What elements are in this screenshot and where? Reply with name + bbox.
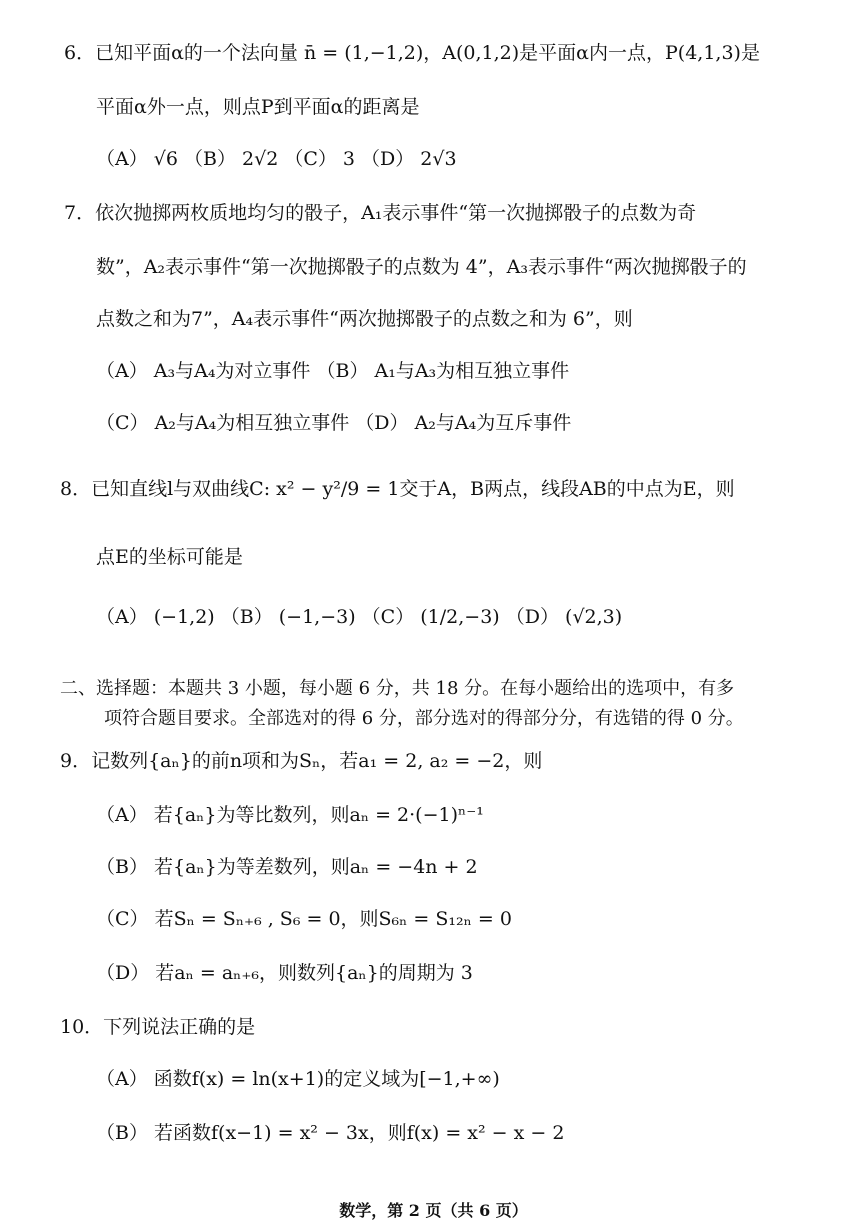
question-7-options-cd: （C） A₂与A₄为相互独立事件 （D） A₂与A₄为互斥事件	[96, 412, 572, 434]
question-7-line-2: 数”，A₂表示事件“第一次抛掷骰子的点数为 4”，A₃表示事件“两次抛掷骰子的	[96, 256, 747, 278]
section-2-header-line-1: 二、选择题：本题共 3 小题，每小题 6 分，共 18 分。在每小题给出的选项中，有多	[60, 678, 735, 699]
question-8-line-1: 8．已知直线l与双曲线C: x² − y²/9 = 1交于A，B两点，线段AB的中点为E，则	[60, 478, 735, 500]
question-6-line-2: 平面α外一点，则点P到平面α的距离是	[96, 96, 420, 118]
question-9-stem: 9．记数列{aₙ}的前n项和为Sₙ，若a₁ = 2, a₂ = −2，则	[60, 750, 543, 772]
question-10-stem: 10．下列说法正确的是	[60, 1016, 256, 1038]
question-7-line-3: 点数之和为7”，A₄表示事件“两次抛掷骰子的点数之和为 6”，则	[96, 308, 633, 330]
question-7-options-ab: （A） A₃与A₄为对立事件 （B） A₁与A₃为相互独立事件	[96, 360, 570, 382]
question-7-line-1: 7．依次抛掷两枚质地均匀的骰子，A₁表示事件“第一次抛掷骰子的点数为奇	[64, 202, 697, 224]
question-10-option-b: （B） 若函数f(x−1) = x² − 3x，则f(x) = x² − x − 2	[96, 1122, 565, 1144]
question-9-option-d: （D） 若aₙ = aₙ₊₆，则数列{aₙ}的周期为 3	[96, 962, 473, 984]
question-6-line-1: 6．已知平面α的一个法向量 n̄ = (1,−1,2)，A(0,1,2)是平面α内一点，P(4,1,3)是	[64, 42, 760, 64]
question-8-line-2: 点E的坐标可能是	[96, 546, 243, 568]
question-6-options: （A） √6 （B） 2√2 （C） 3 （D） 2√3	[96, 148, 457, 170]
page-footer: 数学，第 2 页（共 6 页）	[339, 1201, 528, 1220]
section-2-header-line-2: 项符合题目要求。全部选对的得 6 分，部分选对的得部分分，有选错的得 0 分。	[104, 708, 744, 729]
question-9-option-b: （B） 若{aₙ}为等差数列，则aₙ = −4n + 2	[96, 856, 478, 878]
question-8-options: （A） (−1,2) （B） (−1,−3) （C） (1/2,−3) （D） (√2,3)	[96, 606, 623, 628]
question-9-option-a: （A） 若{aₙ}为等比数列，则aₙ = 2·(−1)ⁿ⁻¹	[96, 804, 484, 826]
question-9-option-c: （C） 若Sₙ = Sₙ₊₆ , S₆ = 0，则S₆ₙ = S₁₂ₙ = 0	[96, 908, 512, 930]
question-10-option-a: （A） 函数f(x) = ln(x+1)的定义域为[−1,+∞)	[96, 1068, 500, 1090]
